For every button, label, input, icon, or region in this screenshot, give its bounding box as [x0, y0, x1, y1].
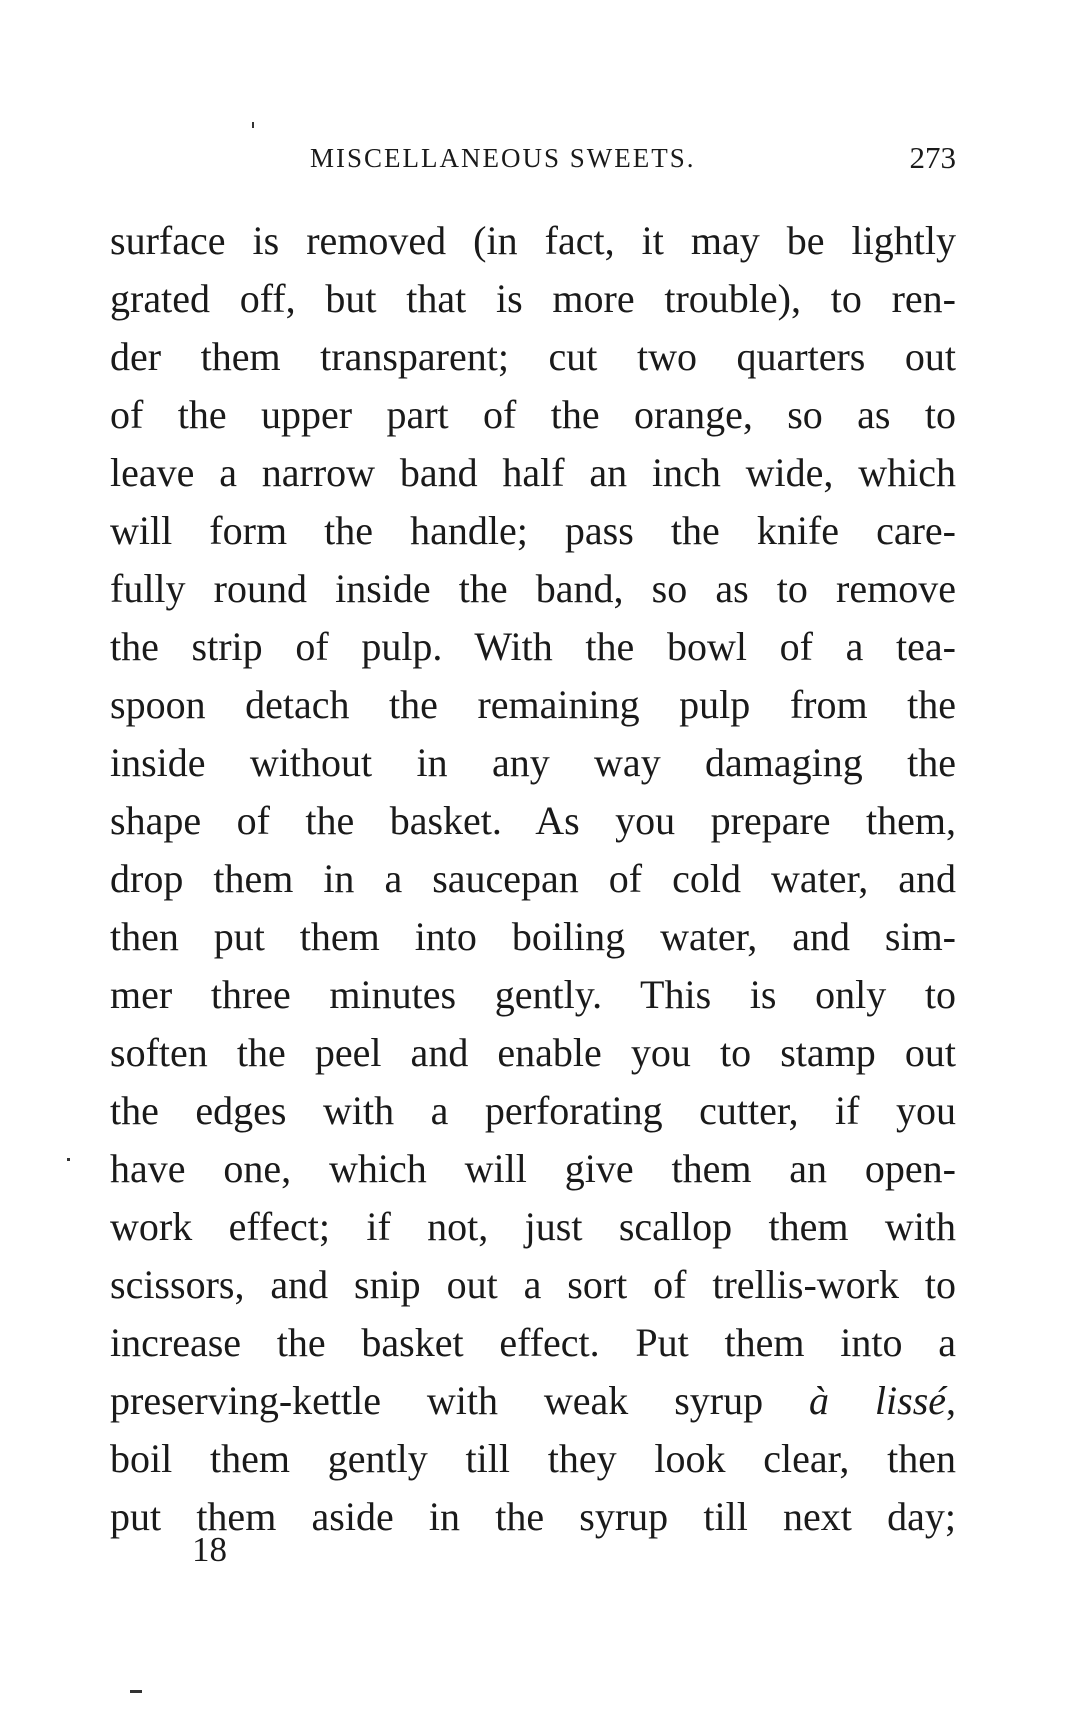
italic-phrase: à lissé [809, 1378, 947, 1423]
print-speck [252, 122, 254, 128]
print-speck [130, 1690, 142, 1693]
text-line: mer three minutes gently. This is only to [110, 972, 956, 1017]
text-line: surface is removed (in fact, it may be lightly [110, 218, 956, 263]
text-line: then put them into boiling water, and sim- [110, 914, 956, 959]
text-line: the strip of pulp. With the bowl of a tea- [110, 624, 956, 669]
text-line: soften the peel and enable you to stamp out [110, 1030, 956, 1075]
text-line-start: preserving-kettle with weak syrup [110, 1378, 764, 1423]
print-speck [67, 1158, 70, 1161]
text-line: increase the basket effect. Put them into a [110, 1320, 956, 1365]
text-line: inside without in any way damaging the [110, 740, 956, 785]
body-text [110, 212, 956, 1546]
text-line: spoon detach the remaining pulp from the [110, 682, 956, 727]
text-line: put them aside in the syrup till next day; [110, 1494, 956, 1539]
text-line: of the upper part of the orange, so as to [110, 392, 956, 437]
text-line-with-italic [110, 1372, 956, 1430]
text-line: work effect; if not, just scallop them with [110, 1204, 956, 1249]
running-head [110, 138, 956, 178]
signature-mark: 18 [192, 1530, 227, 1569]
text-line: have one, which will give them an open- [110, 1146, 956, 1191]
text-line: drop them in a saucepan of cold water, and [110, 856, 956, 901]
text-line: grated off, but that is more trouble), to ren- [110, 276, 956, 321]
text-line: der them transparent; cut two quarters out [110, 334, 956, 379]
text-line: will form the handle; pass the knife care- [110, 508, 956, 553]
text-line: scissors, and snip out a sort of trellis-work to [110, 1262, 956, 1307]
text-line: leave a narrow band half an inch wide, which [110, 450, 956, 495]
text-line: the edges with a perforating cutter, if you [110, 1088, 956, 1133]
italic-trailing-comma: , [946, 1378, 956, 1423]
running-title: MISCELLANEOUS SWEETS. [310, 143, 696, 173]
text-line: fully round inside the band, so as to remove [110, 566, 956, 611]
page-number: 273 [909, 140, 956, 175]
text-line: boil them gently till they look clear, then [110, 1436, 956, 1481]
text-line: shape of the basket. As you prepare them, [110, 798, 956, 843]
